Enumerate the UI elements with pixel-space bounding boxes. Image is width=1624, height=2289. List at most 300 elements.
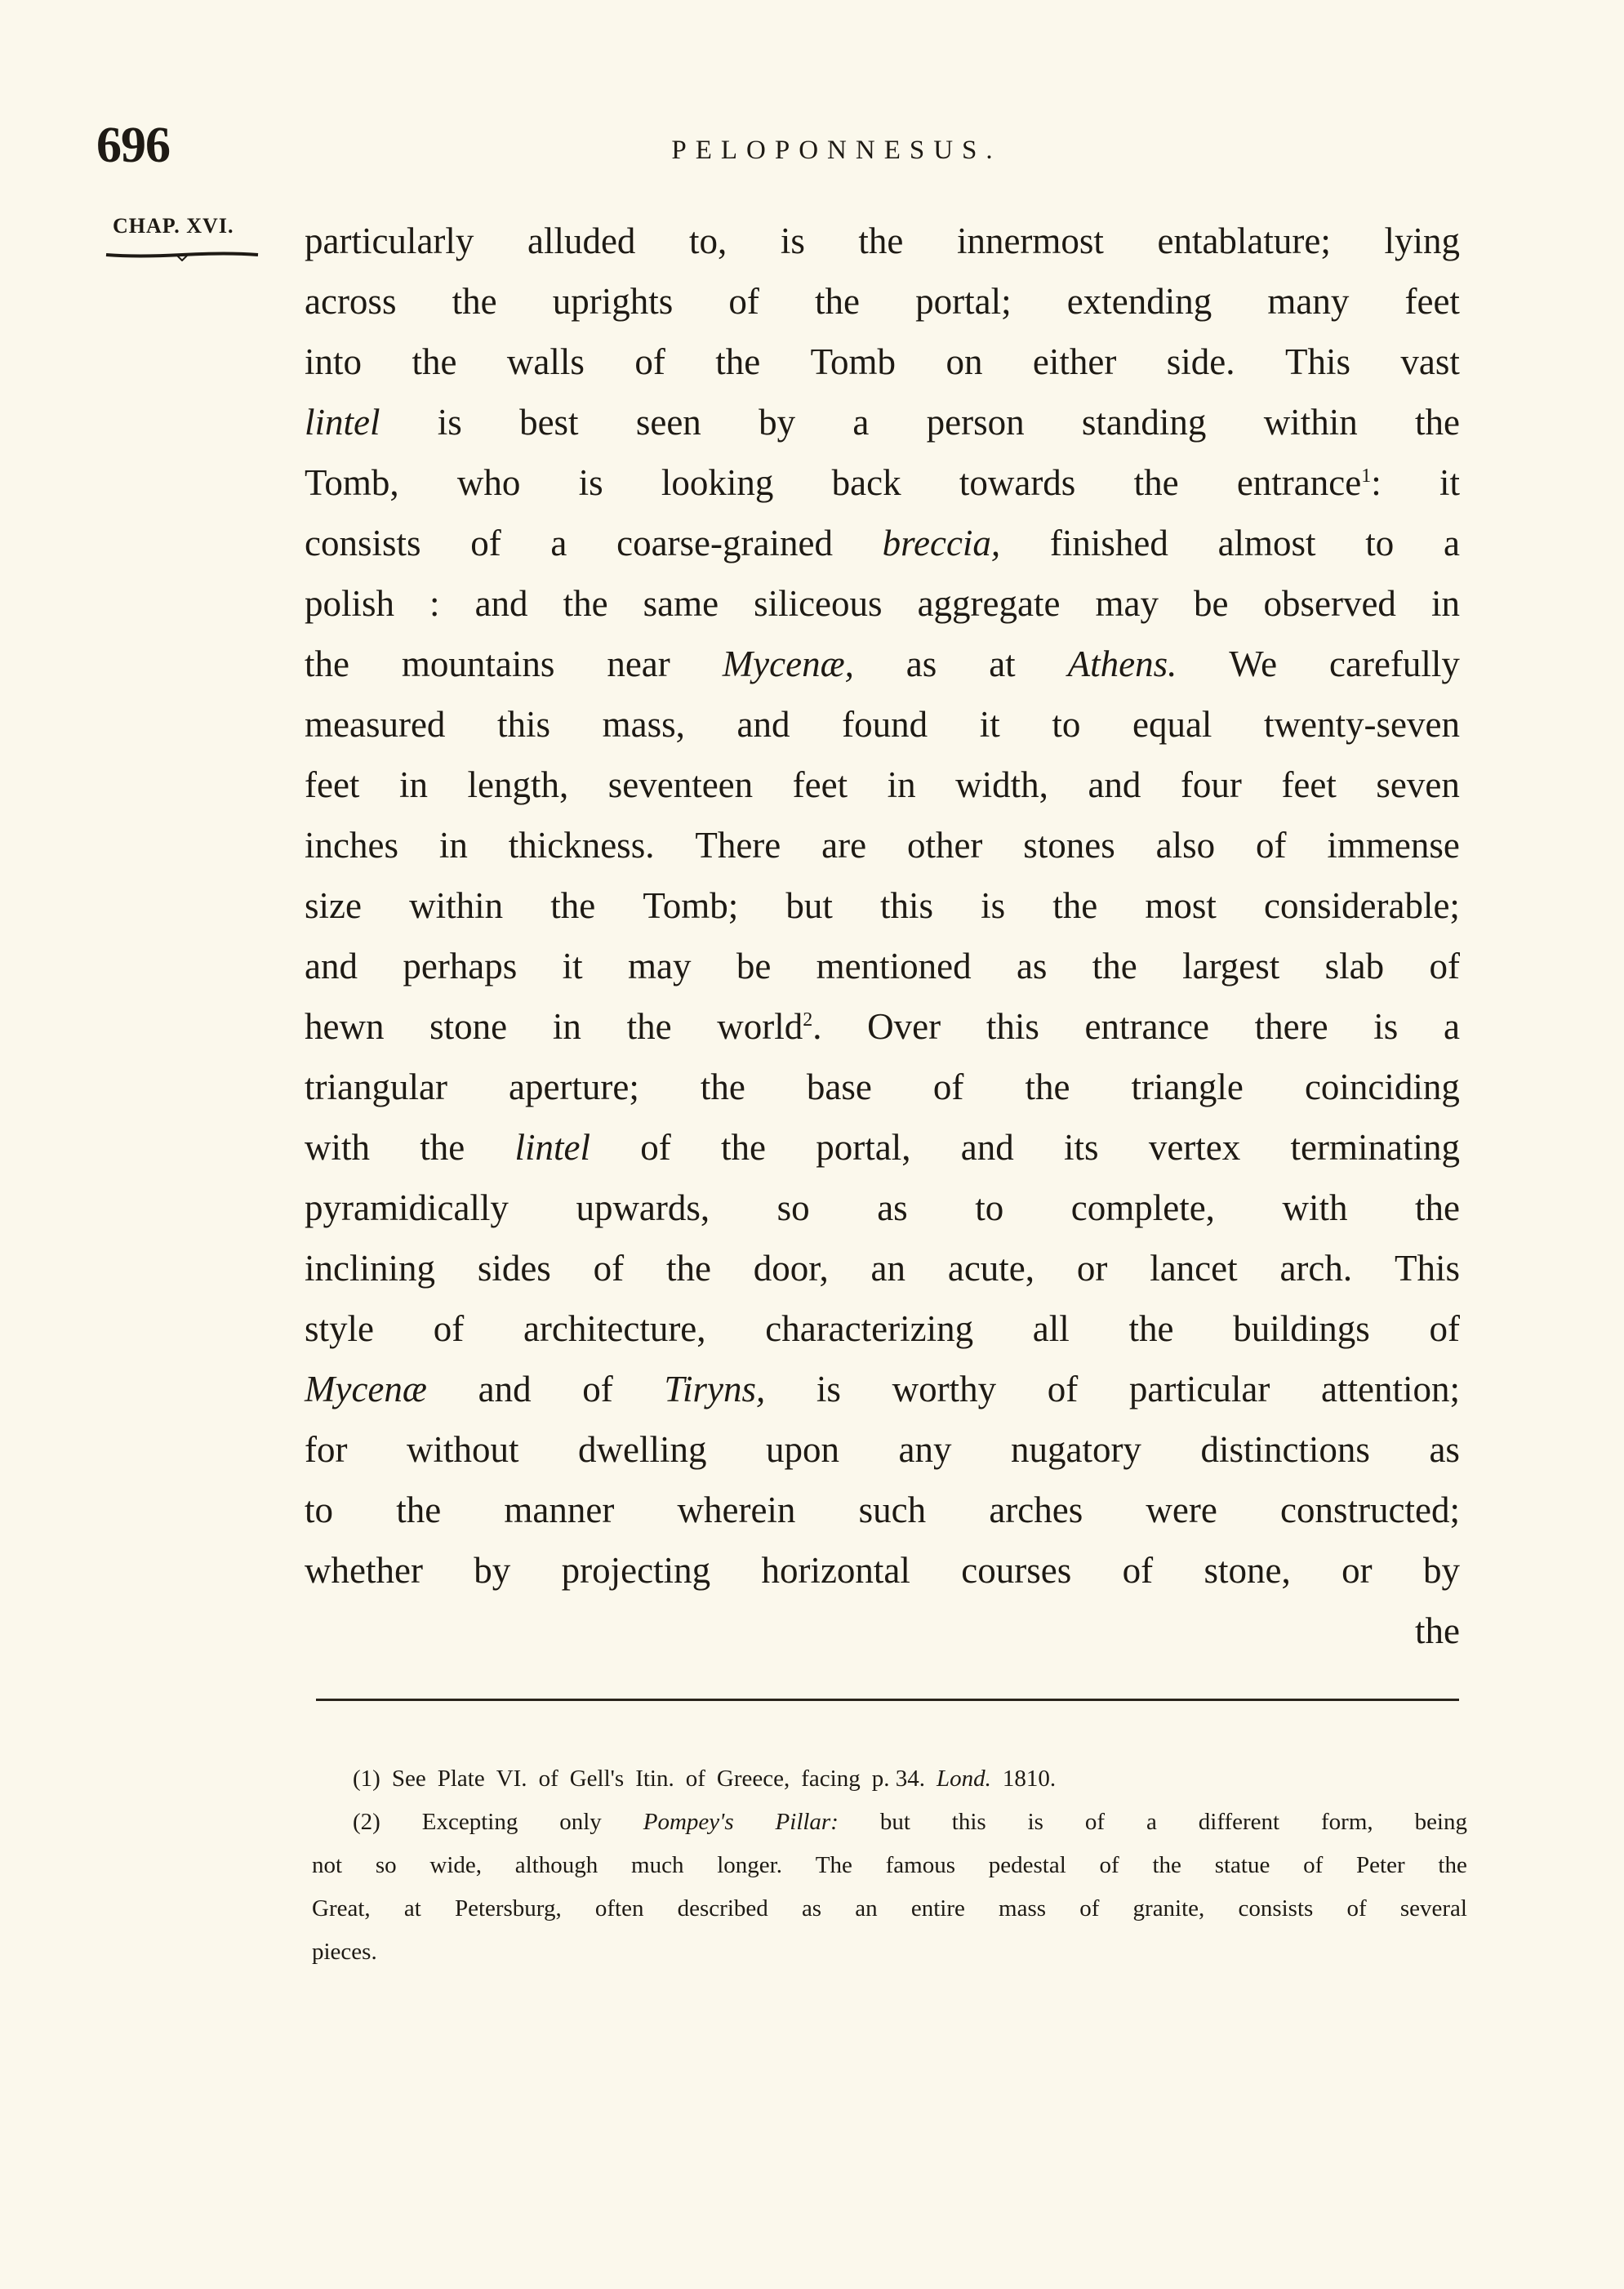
word: and bbox=[478, 1369, 532, 1409]
word: in bbox=[438, 825, 468, 866]
footnote-word: Great, bbox=[312, 1895, 371, 1922]
word: observed bbox=[1263, 583, 1396, 624]
word: characterizing bbox=[765, 1308, 974, 1349]
word: distinctions bbox=[1200, 1429, 1370, 1470]
footnote-word: famous bbox=[885, 1852, 955, 1878]
footnote-line bbox=[312, 1757, 1467, 1801]
text-line bbox=[305, 332, 1460, 392]
word: be bbox=[1193, 583, 1229, 624]
word: of bbox=[1122, 1550, 1154, 1591]
footnote-word: VI. bbox=[496, 1766, 527, 1792]
text-line bbox=[305, 936, 1460, 996]
text-line bbox=[305, 573, 1460, 634]
footnote-word: the bbox=[1438, 1852, 1467, 1878]
footnote-word: of bbox=[685, 1766, 705, 1792]
footnote-word: (2) bbox=[353, 1809, 380, 1835]
footnote-word: pedestal bbox=[988, 1852, 1066, 1878]
word: base bbox=[806, 1067, 872, 1107]
word: on bbox=[945, 341, 983, 382]
word: mentioned bbox=[816, 946, 972, 986]
text-line bbox=[305, 513, 1460, 573]
text-line bbox=[305, 271, 1460, 332]
word: vast bbox=[1400, 341, 1460, 382]
word: walls bbox=[506, 341, 585, 382]
word: polish bbox=[305, 583, 395, 624]
word: slab bbox=[1324, 946, 1385, 986]
word: length, bbox=[467, 764, 569, 805]
word: the bbox=[396, 1490, 442, 1530]
word: by bbox=[759, 402, 796, 443]
footnote-word: being bbox=[1414, 1809, 1467, 1835]
footnote-word: the bbox=[1152, 1852, 1181, 1878]
footnote-line bbox=[312, 1887, 1467, 1931]
word: in bbox=[552, 1006, 581, 1047]
word: seventeen bbox=[607, 764, 754, 805]
word: and bbox=[736, 704, 790, 745]
word: best bbox=[519, 402, 579, 443]
word: were bbox=[1146, 1490, 1217, 1530]
footnote-rule bbox=[316, 1699, 1459, 1701]
word: by bbox=[474, 1550, 511, 1591]
word: of bbox=[1256, 825, 1287, 866]
word: person bbox=[926, 402, 1025, 443]
word: finished bbox=[1049, 523, 1168, 563]
word: wherein bbox=[677, 1490, 796, 1530]
word: at bbox=[989, 644, 1016, 684]
word: largest bbox=[1182, 946, 1280, 986]
word: to bbox=[1052, 704, 1081, 745]
footnote-word: Peter bbox=[1356, 1852, 1405, 1878]
footnote-word: so bbox=[375, 1852, 397, 1878]
text-line bbox=[305, 634, 1460, 694]
word: within bbox=[409, 885, 504, 926]
text-line bbox=[305, 392, 1460, 452]
word: Tomb, bbox=[305, 462, 399, 503]
footnote-word: not bbox=[312, 1852, 343, 1878]
footnote-word: mass bbox=[999, 1895, 1047, 1922]
word: same bbox=[643, 583, 719, 624]
word: whether bbox=[305, 1550, 423, 1591]
word: it bbox=[979, 704, 1000, 745]
footnote-word: of bbox=[1099, 1852, 1119, 1878]
word: breccia, bbox=[882, 523, 1001, 563]
footnote-word: form, bbox=[1321, 1809, 1373, 1835]
word: there bbox=[1254, 1006, 1328, 1047]
word: with bbox=[1282, 1187, 1348, 1228]
word: complete, bbox=[1070, 1187, 1215, 1228]
word: without bbox=[406, 1429, 519, 1470]
word: triangular bbox=[305, 1067, 447, 1107]
word: aggregate bbox=[917, 583, 1061, 624]
word: Athens. bbox=[1067, 644, 1177, 684]
footnote-word: p. 34. bbox=[871, 1766, 925, 1792]
word: stone, bbox=[1204, 1550, 1291, 1591]
word: Over bbox=[867, 1006, 941, 1047]
word: Tomb; bbox=[643, 885, 739, 926]
page-number: 696 bbox=[96, 118, 170, 173]
word: back bbox=[831, 462, 901, 503]
word: of bbox=[640, 1127, 671, 1168]
footnote-word: consists bbox=[1238, 1895, 1314, 1922]
word: may bbox=[1095, 583, 1159, 624]
word: is bbox=[981, 885, 1006, 926]
word: this bbox=[497, 704, 551, 745]
word: the bbox=[452, 281, 497, 322]
word: near bbox=[607, 644, 670, 684]
word: either bbox=[1032, 341, 1117, 382]
word: found bbox=[842, 704, 928, 745]
word: the bbox=[1128, 1308, 1174, 1349]
footnote-word: Plate bbox=[437, 1766, 485, 1792]
text-line bbox=[305, 1540, 1460, 1601]
word: seen bbox=[635, 402, 701, 443]
footnote-word: Lond. bbox=[936, 1766, 991, 1792]
word: a bbox=[852, 402, 870, 443]
word: innermost bbox=[956, 220, 1104, 261]
word: Tiryns, bbox=[664, 1369, 766, 1409]
word: attention; bbox=[1321, 1369, 1460, 1409]
word: inclining bbox=[305, 1248, 435, 1289]
word: of bbox=[728, 281, 759, 322]
word: seven bbox=[1376, 764, 1460, 805]
footnote-word: Itin. bbox=[635, 1766, 674, 1792]
word: of bbox=[1429, 946, 1460, 986]
footnote-word: this bbox=[951, 1809, 986, 1835]
word: uprights bbox=[552, 281, 674, 322]
word: and bbox=[960, 1127, 1014, 1168]
word: Mycenæ, bbox=[722, 644, 854, 684]
word: upwards, bbox=[576, 1187, 710, 1228]
text-line bbox=[305, 755, 1460, 815]
footnote-word: (1) bbox=[353, 1766, 380, 1792]
word: aperture; bbox=[508, 1067, 639, 1107]
word: this bbox=[879, 885, 933, 926]
text-line bbox=[305, 1298, 1460, 1359]
footnote-word: facing bbox=[801, 1766, 861, 1792]
text-line bbox=[305, 1359, 1460, 1419]
word: lancet bbox=[1150, 1248, 1238, 1289]
word: There bbox=[695, 825, 781, 866]
word: the bbox=[1133, 462, 1179, 503]
word: : bbox=[429, 583, 440, 624]
word: across bbox=[305, 281, 397, 322]
word: of bbox=[582, 1369, 613, 1409]
word: feet bbox=[305, 764, 360, 805]
word: constructed; bbox=[1280, 1490, 1460, 1530]
word: lintel bbox=[305, 402, 380, 443]
word: perhaps bbox=[403, 946, 518, 986]
word: who bbox=[456, 462, 521, 503]
word: lying bbox=[1384, 220, 1460, 261]
word: the bbox=[815, 281, 861, 322]
footnote-word: Greece, bbox=[716, 1766, 790, 1792]
footnote-word: although bbox=[514, 1852, 598, 1878]
footnote-word: of bbox=[538, 1766, 558, 1792]
word: entrance bbox=[1236, 462, 1362, 503]
footnote-word: but bbox=[879, 1809, 910, 1835]
word: as bbox=[877, 1187, 908, 1228]
word: within bbox=[1263, 402, 1358, 443]
word: of bbox=[932, 1067, 964, 1107]
footnote-word: entire bbox=[910, 1895, 965, 1922]
word: or bbox=[1341, 1550, 1373, 1591]
word: immense bbox=[1327, 825, 1460, 866]
word: is bbox=[1373, 1006, 1399, 1047]
word: the bbox=[412, 341, 457, 382]
text-line: Tomb, who is looking back towards the entrance1: it bbox=[305, 452, 1460, 513]
word: consists bbox=[305, 523, 421, 563]
text-line bbox=[305, 1480, 1460, 1540]
word: hewn bbox=[305, 1006, 385, 1047]
word: any bbox=[898, 1429, 952, 1470]
word: be bbox=[736, 946, 772, 986]
word: so bbox=[776, 1187, 810, 1228]
word: the bbox=[1052, 885, 1098, 926]
word: many bbox=[1267, 281, 1350, 322]
word: This bbox=[1284, 341, 1350, 382]
word: is bbox=[437, 402, 462, 443]
word: the bbox=[550, 885, 596, 926]
word: the bbox=[700, 1067, 745, 1107]
footnote-word: 1810. bbox=[1002, 1766, 1057, 1792]
word: measured bbox=[305, 704, 446, 745]
word: upon bbox=[765, 1429, 839, 1470]
word: the bbox=[1092, 946, 1137, 986]
running-title: PELOPONNESUS. bbox=[671, 136, 1002, 165]
word: triangle bbox=[1131, 1067, 1244, 1107]
footnote-line bbox=[312, 1931, 1467, 1974]
word: lintel bbox=[514, 1127, 591, 1168]
word: in bbox=[398, 764, 428, 805]
word: mountains bbox=[401, 644, 555, 684]
word: of bbox=[634, 341, 665, 382]
word: carefully bbox=[1329, 644, 1460, 684]
footnote-word: Petersburg, bbox=[454, 1895, 562, 1922]
word: of bbox=[593, 1248, 625, 1289]
word: sides bbox=[477, 1248, 551, 1289]
word: the bbox=[563, 583, 608, 624]
text-line bbox=[305, 1057, 1460, 1117]
footnote-word: described bbox=[677, 1895, 768, 1922]
footnote-word: wide, bbox=[429, 1852, 483, 1878]
word: are bbox=[821, 825, 867, 866]
footnotes bbox=[312, 1757, 1467, 1974]
footnote-word: of bbox=[1084, 1809, 1106, 1835]
word: most bbox=[1145, 885, 1217, 926]
word: to bbox=[305, 1490, 334, 1530]
word: dwelling bbox=[578, 1429, 707, 1470]
footnote-word: Pompey's bbox=[643, 1809, 734, 1835]
word: as bbox=[1016, 946, 1048, 986]
word: the bbox=[1414, 1187, 1460, 1228]
word: style bbox=[305, 1308, 374, 1349]
text-line bbox=[305, 694, 1460, 755]
word: of bbox=[1047, 1369, 1079, 1409]
word: manner bbox=[504, 1490, 615, 1530]
word: to, bbox=[688, 220, 727, 261]
footnote-word: as bbox=[801, 1895, 822, 1922]
word: entablature; bbox=[1157, 220, 1331, 261]
word: is bbox=[816, 1369, 841, 1409]
word: other bbox=[906, 825, 983, 866]
word: its bbox=[1064, 1127, 1099, 1168]
text-line bbox=[305, 815, 1460, 875]
word: towards bbox=[959, 462, 1076, 503]
word: a bbox=[1443, 523, 1460, 563]
word: also bbox=[1155, 825, 1216, 866]
footnote-word: Pillar: bbox=[775, 1809, 839, 1835]
word: alluded bbox=[527, 220, 636, 261]
footnote-word: The bbox=[815, 1852, 852, 1878]
word: an bbox=[870, 1248, 906, 1289]
word: entrance bbox=[1084, 1006, 1209, 1047]
word: projecting bbox=[561, 1550, 711, 1591]
word: into bbox=[305, 341, 363, 382]
word: stone bbox=[429, 1006, 508, 1047]
word: size bbox=[305, 885, 362, 926]
footnote-word: much bbox=[631, 1852, 684, 1878]
word: in bbox=[887, 764, 916, 805]
footnote-word: granite, bbox=[1132, 1895, 1205, 1922]
word: the bbox=[665, 1248, 711, 1289]
word: it bbox=[1439, 462, 1460, 503]
word: as bbox=[1429, 1429, 1460, 1470]
word: is bbox=[780, 220, 805, 261]
word: mass, bbox=[602, 704, 685, 745]
word: worthy bbox=[892, 1369, 997, 1409]
text-line bbox=[305, 1117, 1460, 1178]
word: We bbox=[1229, 644, 1278, 684]
word: of bbox=[470, 523, 501, 563]
word: extending bbox=[1066, 281, 1212, 322]
word: four bbox=[1180, 764, 1242, 805]
footnote-word: often bbox=[594, 1895, 644, 1922]
word: it bbox=[562, 946, 583, 986]
word: twenty-seven bbox=[1264, 704, 1460, 745]
word: the bbox=[1025, 1067, 1070, 1107]
word: arch. bbox=[1279, 1248, 1353, 1289]
word: to bbox=[1365, 523, 1395, 563]
word: side. bbox=[1166, 341, 1235, 382]
footnote-word: of bbox=[1346, 1895, 1367, 1922]
word: architecture, bbox=[523, 1308, 706, 1349]
word: courses bbox=[961, 1550, 1072, 1591]
footnote-word: is bbox=[1027, 1809, 1043, 1835]
word: the bbox=[626, 1006, 672, 1047]
word: and bbox=[474, 583, 528, 624]
word: the bbox=[305, 644, 349, 684]
word: a bbox=[1443, 1006, 1460, 1047]
word: all bbox=[1032, 1308, 1070, 1349]
word: coarse-grained bbox=[616, 523, 833, 563]
word: in bbox=[1430, 583, 1460, 624]
footnote-word: longer. bbox=[717, 1852, 782, 1878]
footnote-word: See bbox=[391, 1766, 426, 1792]
text-line bbox=[305, 1601, 1460, 1661]
footnote-word: of bbox=[1079, 1895, 1100, 1922]
footnote-word: several bbox=[1399, 1895, 1467, 1922]
word: may bbox=[627, 946, 692, 986]
footnote-word: statue bbox=[1214, 1852, 1270, 1878]
footnote-word: only bbox=[559, 1809, 602, 1835]
word: stones bbox=[1023, 825, 1115, 866]
word: the bbox=[1414, 402, 1460, 443]
word: equal bbox=[1132, 704, 1212, 745]
word: for bbox=[305, 1429, 348, 1470]
word: width, bbox=[955, 764, 1048, 805]
word: portal, bbox=[816, 1127, 911, 1168]
text-line bbox=[305, 1238, 1460, 1298]
word: nugatory bbox=[1010, 1429, 1141, 1470]
word: . bbox=[812, 1006, 822, 1047]
word: but bbox=[785, 885, 833, 926]
word: considerable; bbox=[1264, 885, 1460, 926]
word: a bbox=[550, 523, 567, 563]
text-line bbox=[305, 1419, 1460, 1480]
word: Mycenæ bbox=[305, 1369, 427, 1409]
body-text bbox=[305, 211, 1460, 1661]
word: as bbox=[905, 644, 937, 684]
word: the bbox=[420, 1127, 465, 1168]
footnote-word: at bbox=[403, 1895, 421, 1922]
word: the bbox=[858, 220, 904, 261]
footnote-word: of bbox=[1303, 1852, 1324, 1878]
word: of bbox=[433, 1308, 465, 1349]
word: This bbox=[1394, 1248, 1460, 1289]
word: and bbox=[1088, 764, 1141, 805]
footnote-line bbox=[312, 1801, 1467, 1844]
footnote-word: an bbox=[855, 1895, 878, 1922]
word: portal; bbox=[915, 281, 1012, 322]
word: feet bbox=[792, 764, 848, 805]
footnote-word: Gell's bbox=[569, 1766, 625, 1792]
word: pyramidically bbox=[305, 1187, 509, 1228]
word: particularly bbox=[305, 220, 474, 261]
word: feet bbox=[1281, 764, 1337, 805]
word: the bbox=[715, 341, 761, 382]
word: by bbox=[1422, 1550, 1460, 1591]
word: particular bbox=[1128, 1369, 1270, 1409]
word: Tomb bbox=[810, 341, 897, 382]
word: inches bbox=[305, 825, 398, 866]
word: of bbox=[1429, 1308, 1460, 1349]
word: or bbox=[1076, 1248, 1108, 1289]
footnote-word: pieces. bbox=[312, 1939, 377, 1965]
word: world bbox=[717, 1006, 803, 1047]
footnote-word: different bbox=[1198, 1809, 1280, 1835]
word: with bbox=[305, 1127, 371, 1168]
text-line bbox=[305, 211, 1460, 271]
word: looking bbox=[661, 462, 774, 503]
word: standing bbox=[1081, 402, 1207, 443]
word: : bbox=[1371, 462, 1382, 503]
text-line bbox=[305, 875, 1460, 936]
word: and bbox=[305, 946, 358, 986]
text-line: hewn stone in the world2. Over this entrance there is a bbox=[305, 996, 1460, 1057]
word: thickness. bbox=[508, 825, 655, 866]
word: door, bbox=[753, 1248, 829, 1289]
footnote-line bbox=[312, 1844, 1467, 1887]
footnote-word: Excepting bbox=[421, 1809, 518, 1835]
word: almost bbox=[1217, 523, 1316, 563]
word: the bbox=[1415, 1610, 1460, 1651]
word: acute, bbox=[947, 1248, 1035, 1289]
text-line bbox=[305, 1178, 1460, 1238]
chapter-flourish bbox=[105, 250, 260, 261]
word: arches bbox=[989, 1490, 1083, 1530]
word: siliceous bbox=[754, 583, 883, 624]
word: such bbox=[858, 1490, 927, 1530]
